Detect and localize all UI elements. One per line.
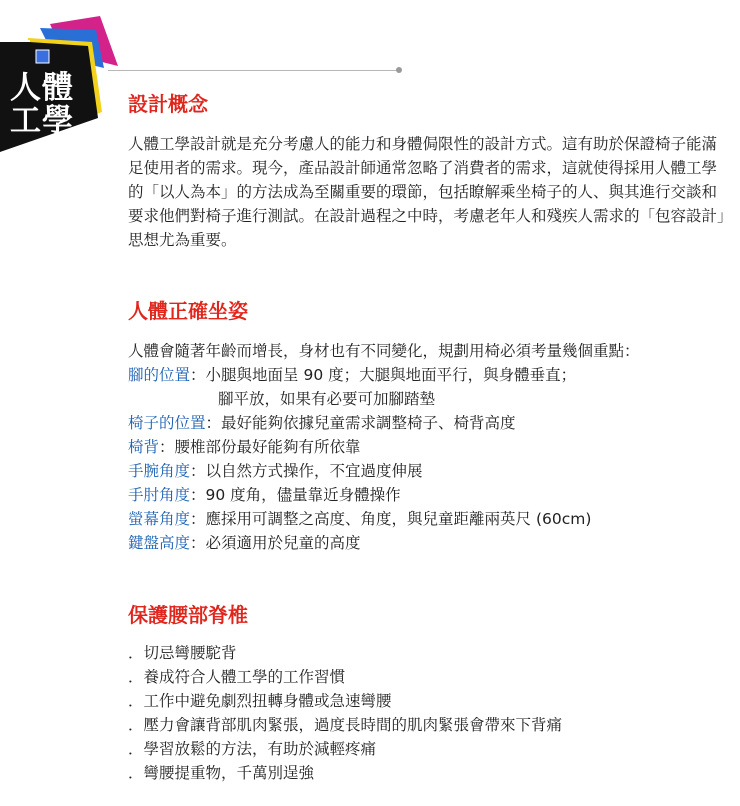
posture-sep: ： — [190, 486, 206, 504]
logo-line-1: 人體 — [10, 70, 74, 106]
spine-item — [128, 713, 728, 737]
spine-item — [128, 689, 728, 713]
spine-list — [128, 641, 728, 785]
header-rule — [108, 70, 398, 71]
section-spine — [128, 603, 728, 785]
posture-text: 以自然方式操作，不宜過度伸展 — [205, 462, 423, 480]
posture-term: 椅子的位置 — [128, 414, 206, 432]
posture-text: 最好能夠依據兒童需求調整椅子、椅背高度 — [221, 414, 516, 432]
spine-item — [128, 665, 728, 689]
posture-item-keyboard — [128, 531, 728, 555]
spine-item-text: 學習放鬆的方法，有助於減輕疼痛 — [143, 740, 377, 758]
spine-item-text: 壓力會讓背部肌肉緊張，過度長時間的肌肉緊張會帶來下背痛 — [143, 716, 563, 734]
logo-title — [10, 72, 74, 138]
posture-text: 90 度角，儘量靠近身體操作 — [205, 486, 401, 504]
posture-text: 腳平放，如果有必要可加腳踏墊 — [218, 390, 436, 408]
posture-text: 腰椎部份最好能夠有所依靠 — [174, 438, 361, 456]
bullet-mark: ． — [128, 668, 144, 686]
section-title: 設計概念 — [128, 92, 208, 116]
posture-text: 必須適用於兒童的高度 — [205, 534, 361, 552]
posture-term: 手腕角度 — [128, 462, 191, 480]
posture-sep: ： — [190, 510, 206, 528]
header-rule-dot — [396, 67, 402, 73]
bullet-mark: ． — [128, 764, 144, 782]
posture-term: 螢幕角度 — [128, 510, 191, 528]
posture-list — [128, 363, 728, 555]
section-title: 保護腰部脊椎 — [128, 603, 248, 627]
posture-item-elbow — [128, 483, 728, 507]
posture-item-chair — [128, 411, 728, 435]
section-title: 人體正確坐姿 — [128, 299, 248, 323]
spine-item — [128, 761, 728, 785]
posture-term: 手肘角度 — [128, 486, 191, 504]
posture-intro: 人體會隨著年齡而增長，身材也有不同變化，規劃用椅必須考量幾個重點： — [128, 342, 640, 360]
posture-sep: ： — [205, 414, 222, 432]
posture-sep: ： — [190, 462, 206, 480]
posture-term: 鍵盤高度 — [128, 534, 191, 552]
section-body: 人體工學設計就是充分考慮人的能力和身體侷限性的設計方式。這有助於保證椅子能滿足使用者的需求。現今，產品設計師通常忽略了消費者的需求，這就使得採用人體工學的「以人為本」的方法成為至關重要的環節，包括瞭解乘坐椅子的人、與其進行交談和要求他們對椅子進行測試。在設計過程之中時，考慮老年人和殘疾人需求的「包容設計」思想尤為重要。 — [128, 135, 725, 249]
bullet-mark: ． — [128, 692, 144, 710]
section-design-concept — [128, 92, 728, 252]
posture-sep: ： — [159, 438, 175, 456]
logo-line — [0, 40, 30, 42]
logo — [0, 0, 125, 160]
posture-item-feet — [128, 363, 728, 387]
spine-item — [128, 641, 728, 665]
logo-line-2: 工學 — [10, 103, 74, 139]
spine-item-text: 彎腰提重物，千萬別逞強 — [143, 764, 315, 782]
posture-item-backrest — [128, 435, 728, 459]
posture-text: 小腿與地面呈 90 度；大腿與地面平行，與身體垂直； — [205, 366, 577, 384]
posture-item-screen — [128, 507, 728, 531]
posture-term: 椅背 — [128, 438, 160, 456]
bullet-mark: ． — [128, 740, 144, 758]
posture-item-wrist — [128, 459, 728, 483]
bullet-mark: ． — [128, 716, 144, 734]
posture-text: 應採用可調整之高度、角度，與兒童距離兩英尺 (60cm) — [205, 510, 592, 528]
bullet-mark: ． — [128, 644, 144, 662]
spine-item-text: 養成符合人體工學的工作習慣 — [143, 668, 346, 686]
posture-sep: ： — [190, 534, 206, 552]
posture-item-feet-cont — [128, 387, 728, 411]
posture-term: 腳的位置 — [128, 366, 191, 384]
section-posture — [128, 299, 728, 555]
posture-sep: ： — [190, 366, 206, 384]
spine-item-text: 切忌彎腰駝背 — [143, 644, 237, 662]
logo-square — [36, 50, 49, 63]
spine-item-text: 工作中避免劇烈扭轉身體或急速彎腰 — [143, 692, 392, 710]
spine-item — [128, 737, 728, 761]
